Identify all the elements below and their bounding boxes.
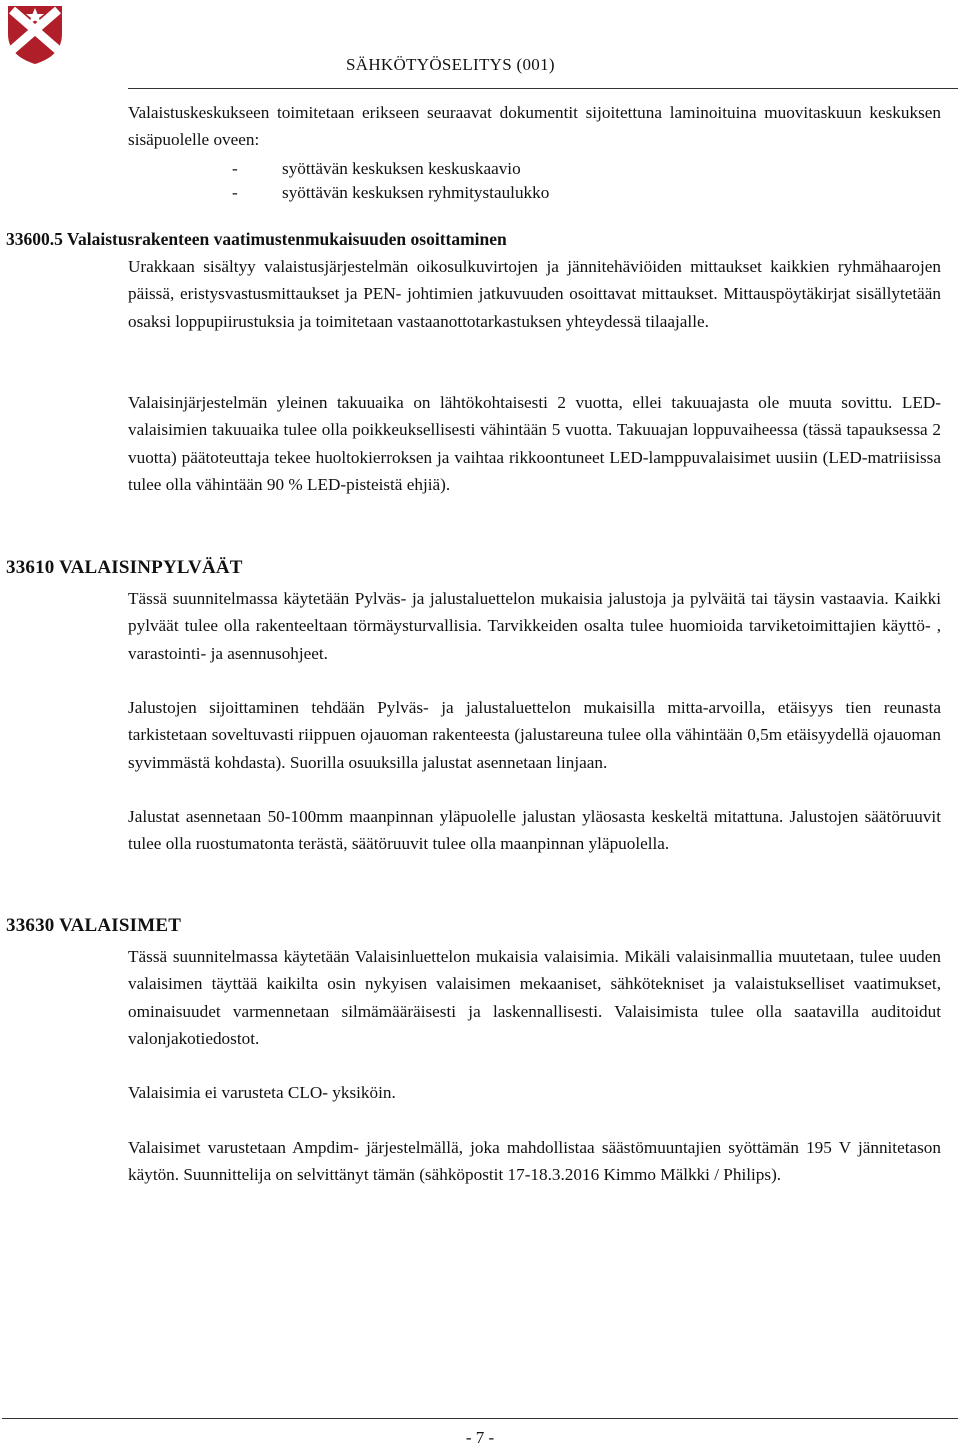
section-heading-33630: 33630 VALAISIMET: [6, 915, 182, 936]
bullet-text: syöttävän keskuksen ryhmitystaulukko: [282, 183, 550, 202]
section-heading-33610: 33610 VALAISINPYLVÄÄT: [6, 557, 243, 578]
page-number: - 7 -: [465, 1428, 495, 1447]
warranty-paragraph: Valaisinjärjestelmän yleinen takuuaika on lähtökohtaisesti 2 vuotta, ellei takuuajasta ole muuta sovittu. LED-valaisimien takuuaika tulee olla poikkeuksellisesti vähintään 5 vuotta. Takuuajan loppuvaiheessa (tässä tapauksessa 2 vuotta) päätoteuttaja tekee huoltokierroksen ja vaihtaa rikkoontuneet LED-lamppuvalaisimet uusiin (LED-matriisissa tulee olla vähintään 90 % LED-pisteistä ehjiä).: [128, 393, 941, 494]
poles-paragraph: Tässä suunnitelmassa käytetään Pylväs- ja jalustaluettelon mukaisia jalustoja ja pylväitä tai täysin vastaavia. Kaikki pylväät tulee olla rakenteeltaan törmäysturvallisia. Tarvikkeiden osalta tulee huomioida tarviketoimittajien käyttö- , varastointi- ja asennusohjeet.: [128, 589, 941, 663]
coat-of-arms-icon: [6, 4, 64, 66]
clo-paragraph: Valaisimia ei varusteta CLO- yksiköin.: [128, 1083, 396, 1102]
footer-divider: [2, 1418, 958, 1419]
luminaires-paragraph: Tässä suunnitelmassa käytetään Valaisinluettelon mukaisia valaisimia. Mikäli valaisinmallia muutetaan, tulee uuden valaisimen täyttää kaikilta osin nykyisen valaisimen mekaaniset, sähkötekniset ja valaistukselliset vaatimukset, ominaisuudet varmennetaan silmämääräisesti ja laskennallisesti. Valaisimista tulee olla saatavilla auditoidut valonjakotiedostot.: [128, 947, 941, 1048]
bullet-dash: -: [232, 159, 238, 178]
document-title: SÄHKÖTYÖSELITYS (001): [346, 55, 555, 74]
bullet-dash: -: [232, 183, 238, 202]
bullet-text: syöttävän keskuksen keskuskaavio: [282, 159, 521, 178]
intro-paragraph: Valaistuskeskukseen toimitetaan erikseen seuraavat dokumentit sijoitettuna laminoituina muovitaskuun keskuksen sisäpuolelle oveen:: [128, 103, 941, 150]
header-divider: [128, 88, 958, 89]
section-heading-33600-5: 33600.5 Valaistusrakenteen vaatimustenmukaisuuden osoittaminen: [6, 229, 507, 249]
ampdim-paragraph: Valaisimet varustetaan Ampdim- järjestelmällä, joka mahdollistaa säästömuuntajien syöttämän 195 V jännitetason käytön. Suunnittelija on selvittänyt tämän (sähköpostit 17-18.3.2016 Kimmo Mälkki / Philips).: [128, 1138, 941, 1185]
measurements-paragraph: Urakkaan sisältyy valaistusjärjestelmän oikosulkuvirtojen ja jännitehäviöiden mittaukset kaikkien ryhmähaarojen päissä, eristysvastusmittaukset ja PEN- johtimien jatkuvuuden osoittavat mittaukset. Mittauspöytäkirjat sisällytetään osaksi loppupiirustuksia ja toimitetaan vastaanottotarkastuksen yhteydessä tilaajalle.: [128, 257, 941, 331]
bases-installation-paragraph: Jalustat asennetaan 50-100mm maanpinnan yläpuolelle jalustan yläosasta keskeltä mitattuna. Jalustojen säätöruuvit tulee olla ruostumatonta terästä, säätöruuvit tulee olla maanpinnan yläpuolella.: [128, 807, 941, 854]
bases-placement-paragraph: Jalustojen sijoittaminen tehdään Pylväs- ja jalustaluettelon mukaisilla mitta-arvoilla, etäisyys tien reunasta tarkistetaan soveltuvasti riippuen ojauoman rakenteesta (jalustareuna tulee olla vähintään 0,5m etäisyydellä ojauoman syvimmästä kohdasta). Suorilla osuuksilla jalustat asennetaan linjaan.: [128, 698, 941, 772]
